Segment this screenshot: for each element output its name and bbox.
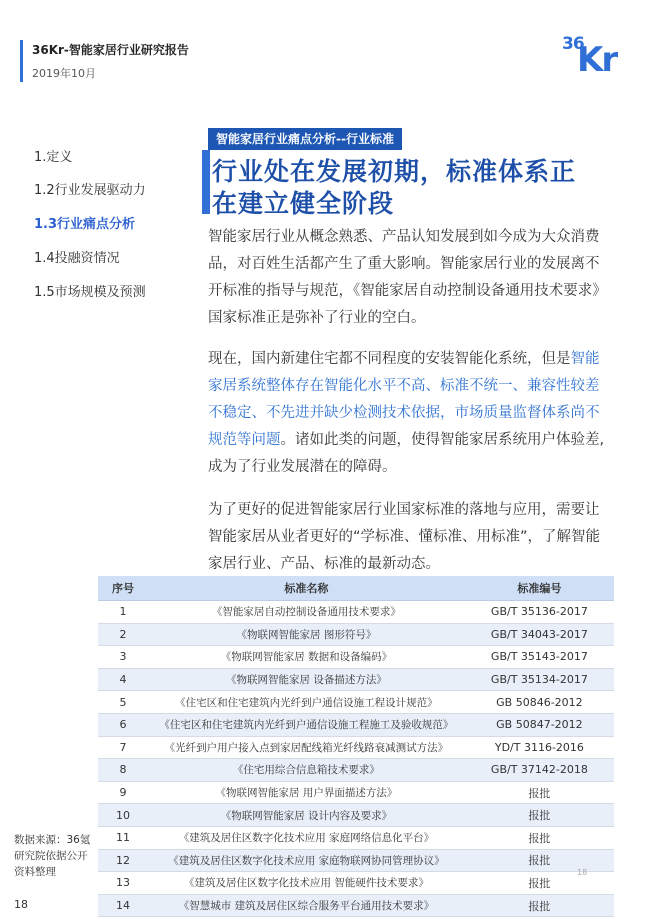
table-row [98,668,614,691]
row-code: 报批 [465,872,614,895]
row-name: 《智慧城市 建筑及居住区综合服务平台通用技术要求》 [148,894,465,917]
row-code: 报批 [465,804,614,827]
table-row [98,804,614,827]
row-code: 报批 [465,826,614,849]
row-no: 4 [98,668,148,691]
table-row [98,623,614,646]
table-row [98,646,614,669]
toc-item-pain-points[interactable]: 1.3行业痛点分析 [34,217,136,232]
row-code: GB/T 35136-2017 [465,601,614,624]
36kr-logo [562,34,632,78]
table-row [98,849,614,872]
table-row [98,601,614,624]
table-row [98,759,614,782]
headline-accent-bar [202,150,210,214]
row-code: YD/T 3116-2016 [465,736,614,759]
table-row [98,713,614,736]
header-name: 标准名称 [148,576,465,601]
row-no: 13 [98,872,148,895]
logo-number: 36 [562,34,584,54]
row-name: 《物联网智能家居 数据和设备编码》 [148,646,465,669]
table-row [98,691,614,714]
row-no: 1 [98,601,148,624]
row-code: GB/T 34043-2017 [465,623,614,646]
row-name: 《住宅区和住宅建筑内光纤到户通信设施工程设计规范》 [148,691,465,714]
row-name: 《住宅用综合信息箱技术要求》 [148,759,465,782]
row-code: GB 50846-2012 [465,691,614,714]
toc-item-definition[interactable]: 1.定义 [34,150,73,165]
row-code: GB/T 35134-2017 [465,668,614,691]
paragraph-problems-highlight: 智能家居系统整体存在智能化水平不高、标准不统一、兼容性较差不稳定、不先进并缺少检测技术依据，市场质量监督体系尚不规范等问题 [208,351,600,448]
row-no: 12 [98,849,148,872]
row-code: 报批 [465,849,614,872]
table-header-row [98,576,614,601]
data-source-note: 数据来源：36氪研究院依据公开资料整理 [14,834,91,878]
row-name: 《智能家居自动控制设备通用技术要求》 [148,601,465,624]
row-no: 7 [98,736,148,759]
paragraph-problems-end: 。诸如此类的问题，使得智能家居系统用户体验差,成为了行业发展潜在的障碍。 [208,432,605,475]
row-no: 8 [98,759,148,782]
row-no: 3 [98,646,148,669]
row-name: 《建筑及居住区数字化技术应用 智能硬件技术要求》 [148,872,465,895]
paragraph-problems-start: 现在，国内新建住宅都不同程度的安装智能化系统，但是 [208,351,571,367]
row-name: 《住宅区和住宅建筑内光纤到户通信设施工程施工及验收规范》 [148,713,465,736]
page-number: 18 [14,898,28,911]
paragraph-promotion-text: 为了更好的促进智能家居行业国家标准的落地与应用，需要让智能家居从业者更好的“学标准、懂标准、用标准”，了解智能家居行业、产品、标准的最新动态。 [208,502,601,572]
standards-table [98,576,614,917]
row-code: GB/T 35143-2017 [465,646,614,669]
row-no: 2 [98,623,148,646]
headline-line-1: 行业处在发展初期，标准体系正 [212,157,577,186]
headline-line-2: 在建立健全阶段 [212,189,395,218]
report-title: 36Kr-智能家居行业研究报告 [32,43,189,57]
row-no: 6 [98,713,148,736]
page-number-small: 18 [577,868,588,877]
header-accent-bar [20,40,23,82]
paragraph-problems-text [208,346,608,481]
paragraph-intro-text: 智能家居行业从概念熟悉、产品认知发展到如今成为大众消费品，对百姓生活都产生了重大影响。智能家居行业的发展离不开标准的指导与规范，《智能家居自动控制设备通用技术要求》国家标准正是弥补了行业的空白。 [208,229,607,326]
row-no: 9 [98,781,148,804]
toc-item-drivers[interactable]: 1.2行业发展驱动力 [34,183,146,198]
row-name: 《光纤到户用户接入点到家居配线箱光纤线路衰减测试方法》 [148,736,465,759]
row-code: 报批 [465,894,614,917]
row-code: GB 50847-2012 [465,713,614,736]
section-tag: 智能家居行业痛点分析--行业标准 [208,128,402,150]
row-name: 《物联网智能家居 图形符号》 [148,623,465,646]
table-row [98,781,614,804]
toc-item-investment[interactable]: 1.4投融资情况 [34,251,120,266]
table-row [98,894,614,917]
row-no: 10 [98,804,148,827]
header-no: 序号 [98,576,148,601]
report-date: 2019年10月 [32,67,96,80]
row-name: 《物联网智能家居 设备描述方法》 [148,668,465,691]
table-row [98,826,614,849]
table-row [98,872,614,895]
row-no: 5 [98,691,148,714]
paragraph-problems [208,346,608,481]
row-no: 11 [98,826,148,849]
table-row [98,736,614,759]
row-name: 《建筑及居住区数字化技术应用 家庭网络信息化平台》 [148,826,465,849]
paragraph-promotion [208,497,608,578]
row-code: GB/T 37142-2018 [465,759,614,782]
row-name: 《建筑及居住区数字化技术应用 家庭物联网协同管理协议》 [148,849,465,872]
row-name: 《物联网智能家居 用户界面描述方法》 [148,781,465,804]
paragraph-intro [208,224,608,332]
logo-text: Kr [577,40,617,80]
row-name: 《物联网智能家居 设计内容及要求》 [148,804,465,827]
toc-item-market-size[interactable]: 1.5市场规模及预测 [34,285,146,300]
header-code: 标准编号 [465,576,614,601]
row-code: 报批 [465,781,614,804]
row-no: 14 [98,894,148,917]
